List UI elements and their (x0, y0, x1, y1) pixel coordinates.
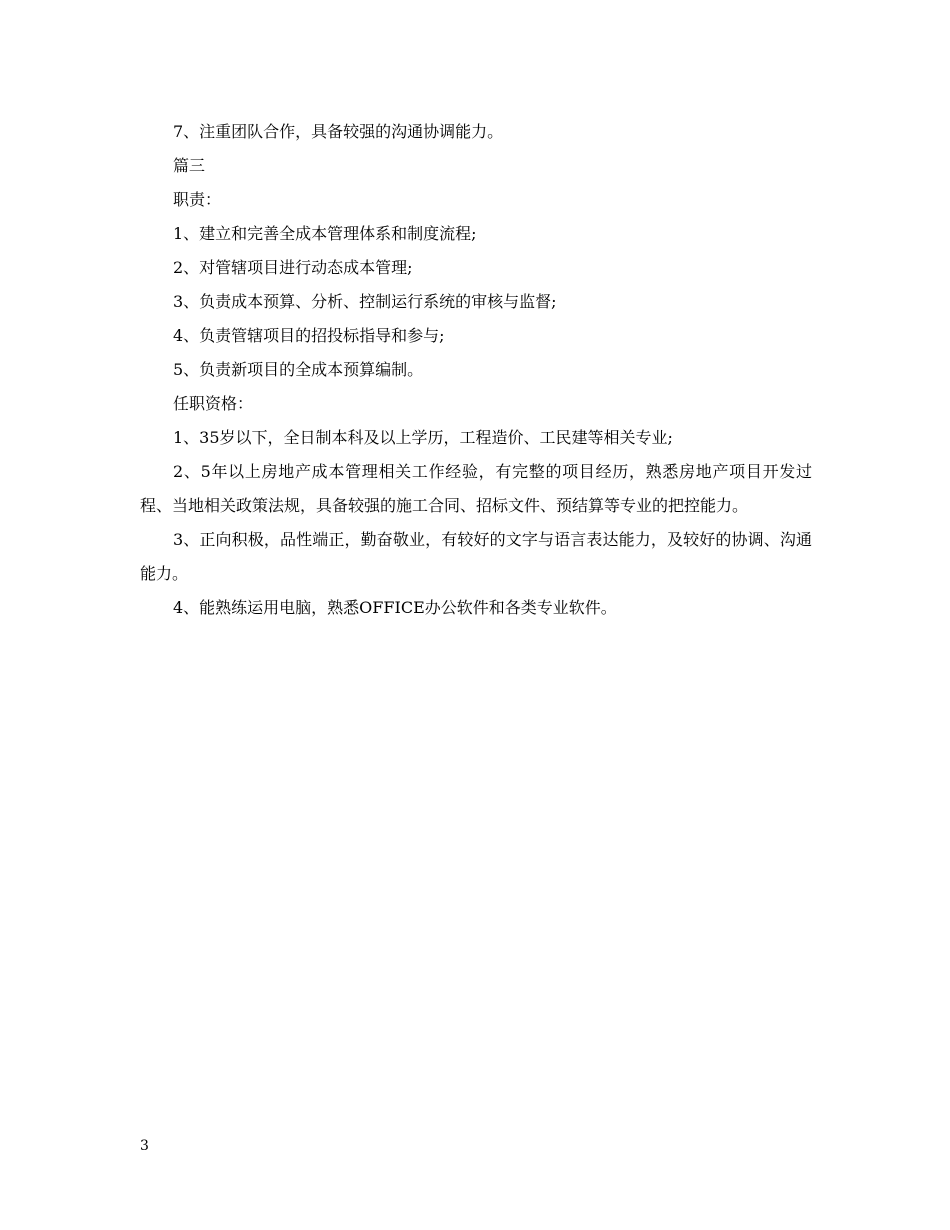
qualification-item: 2、5年以上房地产成本管理相关工作经验，有完整的项目经历，熟悉房地产项目开发过程、当地相关政策法规，具备较强的施工合同、招标文件、预结算等专业的把控能力。 (140, 462, 812, 515)
qualification-item: 4、能熟练运用电脑，熟悉OFFICE办公软件和各类专业软件。 (173, 598, 617, 617)
responsibility-item: 1、建立和完善全成本管理体系和制度流程; (173, 224, 477, 243)
qualification-item: 3、正向积极，品性端正，勤奋敬业，有较好的文字与语言表达能力，及较好的协调、沟通能力。 (140, 530, 812, 583)
responsibility-item: 2、对管辖项目进行动态成本管理; (173, 258, 413, 277)
qualification-item: 1、35岁以下，全日制本科及以上学历，工程造价、工民建等相关专业; (173, 428, 673, 447)
responsibility-item: 4、负责管辖项目的招投标指导和参与; (173, 326, 445, 345)
section-heading-part-three: 篇三 (173, 156, 206, 175)
document-body (140, 115, 812, 625)
heading-responsibilities: 职责： (173, 190, 222, 209)
heading-qualifications: 任职资格： (173, 394, 254, 413)
paragraph-teamwork: 7、注重团队合作，具备较强的沟通协调能力。 (173, 122, 504, 141)
responsibility-item: 5、负责新项目的全成本预算编制。 (173, 360, 424, 379)
responsibility-item: 3、负责成本预算、分析、控制运行系统的审核与监督; (173, 292, 557, 311)
page-number: 3 (140, 1138, 149, 1154)
